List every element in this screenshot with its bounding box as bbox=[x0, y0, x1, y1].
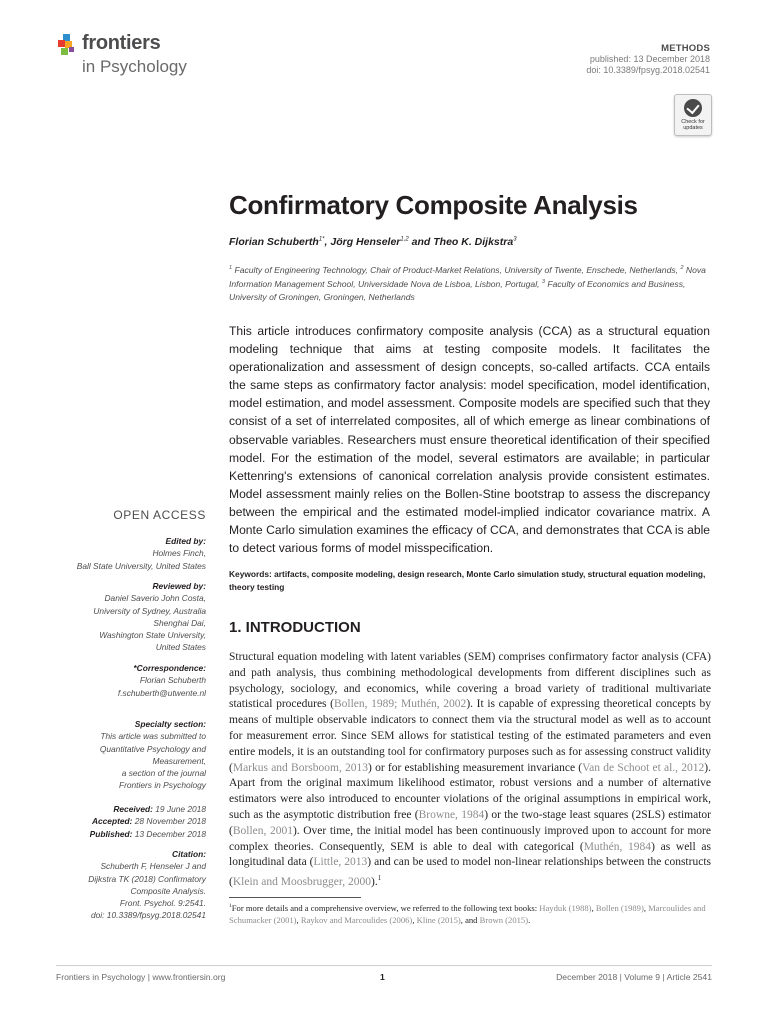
reviewer-block bbox=[56, 580, 206, 654]
body-text-run: ). Over time, the initial model has been continuously improved upon to account for more complex theories. Consequently, SEM is able to deal with categorical ( bbox=[229, 824, 711, 853]
citation-label: Citation: bbox=[172, 849, 206, 859]
body-text-run: ) or for establishing measurement invariance ( bbox=[368, 761, 583, 774]
citation-link[interactable]: Little, 2013 bbox=[313, 856, 368, 869]
citation-line: Schuberth F, Henseler J and bbox=[100, 861, 206, 872]
frontiers-logo-icon bbox=[58, 34, 80, 56]
article-meta bbox=[586, 43, 710, 76]
published-label: Published: bbox=[89, 828, 133, 839]
reviewed-by-label: Reviewed by: bbox=[152, 581, 206, 591]
published-value: 13 December 2018 bbox=[134, 828, 206, 839]
footnote bbox=[229, 900, 711, 927]
article-type: METHODS bbox=[661, 43, 710, 54]
author-affiliation-mark: 1* bbox=[318, 236, 325, 243]
editor-block bbox=[56, 535, 206, 572]
published-date: published: 13 December 2018 bbox=[589, 54, 710, 64]
footnote-mark: 1 bbox=[229, 903, 232, 909]
reviewer-line[interactable]: Daniel Saverio John Costa, bbox=[104, 593, 206, 604]
footnote-text bbox=[229, 903, 706, 926]
published-date-side bbox=[56, 828, 206, 840]
journal-logo[interactable] bbox=[56, 30, 216, 80]
citation-link[interactable]: Raykov and Marcoulides (2006) bbox=[300, 915, 413, 926]
introduction-text bbox=[229, 651, 711, 888]
citation-link[interactable]: Bollen (1989) bbox=[595, 902, 644, 913]
body-text-run: ) as well as longitudinal data ( bbox=[229, 840, 711, 869]
dates-block bbox=[56, 803, 206, 840]
specialty-label: Specialty section: bbox=[134, 719, 206, 729]
citation-link[interactable]: Bollen, 2001 bbox=[232, 824, 293, 837]
citation-line: Front. Psychol. 9:2541. bbox=[119, 898, 206, 909]
body-text-run: ) and can be used to model non-linear relationships between the constructs ( bbox=[229, 856, 711, 888]
open-access-label: OPEN ACCESS bbox=[113, 508, 206, 522]
reviewer-line: Washington State University, bbox=[99, 630, 206, 641]
reviewer-line: United States bbox=[155, 642, 206, 653]
citation-link[interactable]: Markus and Borsboom, 2013 bbox=[232, 761, 369, 774]
received-label: Received: bbox=[113, 804, 153, 814]
affiliation-mark: 3 bbox=[541, 279, 545, 286]
citation-link[interactable]: Marcoulides and Schumacker (2001) bbox=[229, 902, 706, 926]
body-text-run: ). Apart from the original maximum likelihood estimator, robust versions and a number of alternative estimators were also introduced to encounter violations of the original assumptions in empirical work, such as the asymptotic distribution free ( bbox=[229, 761, 711, 821]
citation-link[interactable]: Hayduk (1988) bbox=[539, 902, 592, 913]
specialty-block bbox=[56, 718, 206, 792]
logo-word-journal: in Psychology bbox=[82, 57, 187, 76]
body-text-run: , bbox=[591, 902, 596, 913]
check-updates-label: Check for updates bbox=[681, 119, 705, 131]
accepted-label: Accepted: bbox=[91, 816, 133, 827]
author-name[interactable]: Theo K. Dijkstra bbox=[433, 236, 514, 248]
footer-issue: December 2018 | Volume 9 | Article 2541 bbox=[556, 972, 712, 982]
body-text-run: For more details and a comprehensive overview, we referred to the following text books: bbox=[231, 902, 540, 913]
affiliations bbox=[229, 262, 719, 303]
affiliation-mark: 1 bbox=[229, 265, 233, 271]
citation-link[interactable]: Klein and Moosbrugger, 2000 bbox=[232, 875, 372, 888]
correspondence-label: *Correspondence: bbox=[133, 663, 206, 673]
logo-word-frontiers: frontiers bbox=[82, 32, 161, 54]
section-heading: 1. INTRODUCTION bbox=[229, 619, 361, 636]
citation-link[interactable]: Browne, 1984 bbox=[418, 808, 485, 821]
specialty-line: Measurement, bbox=[152, 755, 206, 766]
edited-by-label: Edited by: bbox=[165, 536, 206, 546]
body-text-run: , bbox=[412, 915, 417, 926]
citation-link[interactable]: Bollen, 1989; Muthén, 2002 bbox=[334, 698, 467, 711]
article-title: Confirmatory Composite Analysis bbox=[229, 190, 638, 220]
author-list: Florian Schuberth$^{1*}$, Jörg Henseler$^{1,2}$ and Theo K. Dijkstra$^3$ bbox=[229, 236, 517, 248]
correspondence-block bbox=[56, 662, 206, 699]
specialty-line: Frontiers in Psychology bbox=[118, 780, 206, 791]
received-value: 19 June 2018 bbox=[155, 804, 206, 814]
affiliation: Faculty of Economics and Business, University of Groningen, Groningen, Netherlands bbox=[229, 279, 686, 302]
footer-journal[interactable]: Frontiers in Psychology | www.frontiersin.org bbox=[56, 972, 226, 982]
body-text-run: ) or the two-stage least squares (2SLS) estimator ( bbox=[229, 808, 711, 837]
affiliation: Nova Information Management School, Universidade Nova de Lisboa, Lisbon, Portugal, bbox=[229, 264, 706, 290]
citation-line: Composite Analysis. bbox=[130, 885, 206, 896]
reviewer-line: University of Sydney, Australia bbox=[93, 605, 206, 616]
footnote-reference[interactable]: 1 bbox=[377, 874, 382, 883]
body-text-run: ). It is capable of expressing theoretical concepts by means of multiple observable indicators to connect them via the structural model as well as to account for measurement error. Since SEM allows for statistical testing of the estimated parameters and even entire models, it is an outstanding tool for confirmatory purposes such as for assessing construct validity ( bbox=[229, 698, 711, 774]
author-name[interactable]: Florian Schuberth bbox=[229, 236, 319, 248]
affiliation-mark: 2 bbox=[680, 265, 684, 271]
introduction-paragraph bbox=[229, 650, 711, 891]
editor-line: Ball State University, United States bbox=[76, 560, 206, 571]
abstract: This article introduces confirmatory composite analysis (CCA) as a structural equation modeling technique that aims at testing composite models. It facilitates the operationalization and assessment of design concepts, so-called artifacts. CCA entails the same steps as confirmatory factor analysis: model specification, model identification, model estimation, and model assessment. Composite models are specified such that they consist of a set of interrelated composites, all of which emerge as linear combinations of observable variables. Researchers must ensure theoretical identification of their specified model. For the estimation of the model, several estimators are available; in particular Kettenring's extensions of canonical correlation analysis provide consistent estimates. Model assessment mainly relies on the Bollen-Stine bootstrap to assess the discrepancy between the empirical and the estimated model-implied indicator covariance matrix. A Monte Carlo simulation examines the efficacy of CCA, and demonstrates that CCA is able to detect various forms of model misspecification. bbox=[229, 324, 710, 556]
reviewer-line[interactable]: Shenghai Dai, bbox=[153, 617, 206, 628]
citation-link[interactable]: Muthén, 1984 bbox=[583, 840, 652, 853]
footnote-divider bbox=[229, 897, 361, 898]
body-text-run: , and bbox=[460, 915, 480, 926]
correspondence-email[interactable]: f.schuberth@utwente.nl bbox=[117, 687, 206, 698]
citation-block bbox=[56, 848, 206, 922]
author-affiliation-mark: 3 bbox=[513, 236, 517, 243]
affiliation: Faculty of Engineering Technology, Chair of Product-Market Relations, University of Twente, Enschede, Netherlands, bbox=[234, 264, 679, 275]
correspondence-name: Florian Schuberth bbox=[139, 675, 206, 686]
footer-divider bbox=[56, 965, 712, 966]
check-for-updates-badge[interactable] bbox=[674, 94, 712, 136]
received-date bbox=[56, 803, 206, 815]
author-conjunction: and bbox=[411, 236, 431, 248]
page-number: 1 bbox=[380, 972, 385, 982]
specialty-line: This article was submitted to bbox=[100, 731, 206, 742]
citation-link[interactable]: Brown (2015) bbox=[479, 915, 529, 926]
author-name[interactable]: Jörg Henseler bbox=[330, 236, 401, 248]
accepted-value: 28 November 2018 bbox=[134, 816, 206, 827]
citation-doi[interactable]: doi: 10.3389/fpsyg.2018.02541 bbox=[90, 910, 206, 921]
body-text-run: , bbox=[296, 915, 301, 926]
citation-link[interactable]: Van de Schoot et al., 2012 bbox=[582, 761, 705, 774]
body-text-run: . bbox=[528, 915, 531, 926]
body-text-run: Structural equation modeling with latent variables (SEM) comprises confirmatory factor analysis (CFA) and path analysis, thus combining methodological developments from different disciplines such as psychology, sociology, and economics, while covering a broad variety of traditional multivariate statistical procedures ( bbox=[229, 651, 711, 711]
accepted-date bbox=[56, 815, 206, 827]
body-text-run: ). bbox=[371, 875, 378, 888]
check-updates-icon bbox=[684, 99, 702, 117]
body-text-run: , bbox=[643, 902, 649, 913]
citation-link[interactable]: Kline (2015) bbox=[416, 915, 461, 926]
article-doi[interactable]: doi: 10.3389/fpsyg.2018.02541 bbox=[586, 65, 710, 75]
citation-line: Dijkstra TK (2018) Confirmatory bbox=[88, 873, 206, 884]
specialty-line: a section of the journal bbox=[121, 768, 206, 779]
editor-line[interactable]: Holmes Finch, bbox=[152, 548, 206, 559]
specialty-line: Quantitative Psychology and bbox=[99, 743, 206, 754]
keywords: Keywords: artifacts, composite modeling, design research, Monte Carlo simulation study, structural equation modeling, theory testing bbox=[229, 569, 706, 592]
author-affiliation-mark: 1,2 bbox=[400, 236, 409, 243]
